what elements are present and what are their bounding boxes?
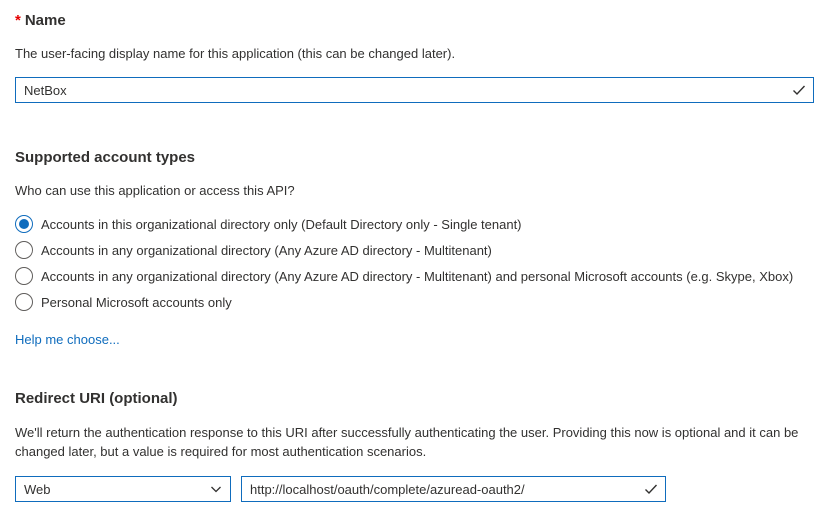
- valid-check-icon: [792, 83, 806, 97]
- account-types-question: Who can use this application or access this API?: [15, 183, 295, 198]
- redirect-uri-row: [15, 476, 814, 502]
- radio-option-label: Accounts in any organizational directory (Any Azure AD directory - Multitenant): [41, 242, 492, 258]
- name-input[interactable]: [16, 78, 813, 102]
- name-label: Name: [24, 12, 66, 29]
- radio-option-label: Accounts in this organizational directory only (Default Directory only - Single tenant): [41, 216, 522, 232]
- required-asterisk: *: [15, 12, 21, 29]
- radio-option-label: Accounts in any organizational directory (Any Azure AD directory - Multitenant) and personal Microsoft accounts (e.g. Skype, Xbox): [41, 268, 794, 284]
- name-section-heading: [15, 12, 814, 29]
- platform-select-value: Web: [24, 481, 51, 497]
- radio-option-label: Personal Microsoft accounts only: [41, 294, 232, 310]
- chevron-down-icon: [210, 483, 222, 495]
- name-description: The user-facing display name for this application (this can be changed later).: [15, 46, 456, 61]
- account-types-heading: Supported account types: [15, 149, 196, 166]
- radio-icon[interactable]: [15, 293, 33, 311]
- redirect-uri-input[interactable]: [242, 477, 665, 501]
- redirect-uri-input-container: [241, 476, 666, 502]
- account-types-radio-group: [15, 211, 814, 315]
- radio-icon[interactable]: [15, 215, 33, 233]
- radio-option-personal-only[interactable]: [15, 289, 814, 315]
- platform-select[interactable]: [15, 476, 231, 502]
- help-me-choose-link[interactable]: Help me choose...: [15, 332, 120, 347]
- redirect-uri-heading: Redirect URI (optional): [15, 390, 178, 407]
- radio-option-multitenant-personal[interactable]: [15, 263, 814, 289]
- name-input-container: [15, 77, 814, 103]
- radio-option-multitenant[interactable]: [15, 237, 814, 263]
- valid-check-icon: [644, 482, 658, 496]
- radio-icon[interactable]: [15, 267, 33, 285]
- radio-option-single-tenant[interactable]: [15, 211, 814, 237]
- redirect-uri-description: We'll return the authentication response to this URI after successfully authenticating the user. Providing this now is optional and it can be changed later, but a value is required for most authentication scenarios.: [15, 425, 799, 459]
- radio-icon[interactable]: [15, 241, 33, 259]
